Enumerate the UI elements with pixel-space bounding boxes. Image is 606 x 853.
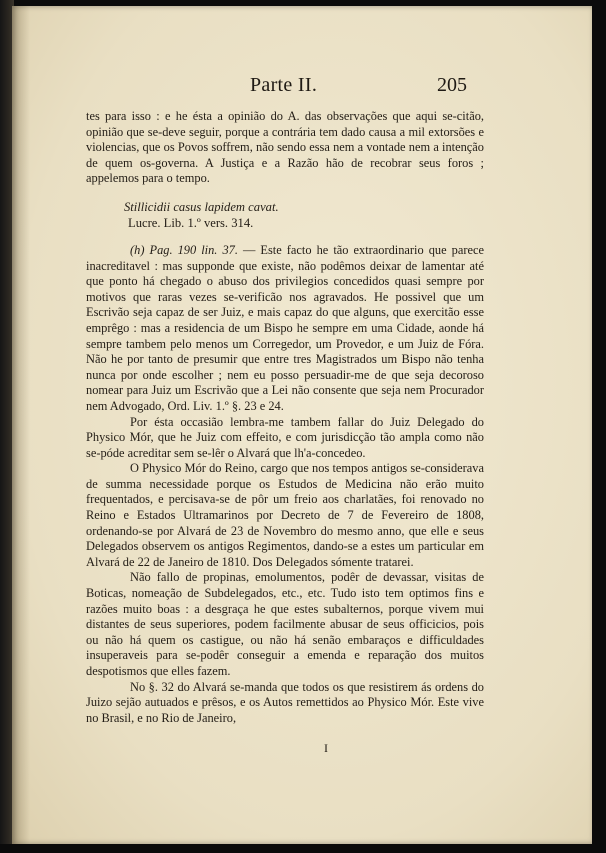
paragraph-physico-mor: O Physico Mór do Reino, cargo que nos tempos antigos se-considerava de summa necessidade porque os Estudos de Medicina não erão muito frequentados, e percisava-se de pôr um freio aos charlatães, foi renovado no Reino e Estados Ultramarinos por Decreto de 7 de Fevereiro de 1808, ordenando-se por Alvará de 23 de Novembro do mesmo anno, que elle e seus Delegados observem os antigos Regimentos, dando-se a estes um particular em Alvará de 22 de Janeiro de 1810. Dos Delegados sómente tratarei. bbox=[86, 461, 484, 569]
book-page bbox=[12, 6, 592, 844]
footnote-reference: Pag. 190 lin. 37. bbox=[149, 242, 238, 257]
running-title: Parte II. bbox=[250, 74, 318, 96]
epigraph bbox=[124, 199, 484, 231]
page-number: 205 bbox=[437, 74, 467, 96]
footnote-text: — Este facto he tão extraordinario que parece inacreditavel : mas supponde que existe, não podêmos deixar de lamentar até que ponto há chegado o abuso dos privilegios concedidos quasi sempre por motivos que raras vezes se-verificão nos agravados. He possivel que um Escrivão seja capaz de ser Juiz, e mais capaz do que alguns, que exercitão esse emprêgo : mas a residencia de um Bispo he sempre em uma Cidade, aonde há sempre tambem pelo menos um Corregedor, um Provedor, e um Juiz de Fóra. Não he por tanto de presumir que entre tres Magistrados um Bispo não tenha nunca por onde escolher ; nem eu posso persuadir-me de que seja decoroso nomear para Juiz um Escrivão que a Lei não consente que seja nem Procurador nem Advogado, Ord. Liv. 1.º §. 23 e 24. bbox=[86, 242, 484, 413]
epigraph-source: Lucre. Lib. 1.º vers. 314. bbox=[128, 215, 254, 230]
paragraph-propinas: Não fallo de propinas, emolumentos, podêr de devassar, visitas de Boticas, nomeação de Subdelegados, etc., etc. Tudo isto tem optimos fins e razões muito boas : a desgraça he que estes subalternos, porque vivem mui distantes de seus superiores, podem facilmente abusar de seus officicios, pois ou não há quem os castigue, ou não há senão embaraços e difficuldades insuperaveis para se-podêr conseguir a emenda e reparação dos muitos despotismos que elles fazem. bbox=[86, 570, 484, 678]
epigraph-verse: Stillicidii casus lapidem cavat. bbox=[124, 199, 279, 214]
paragraph-juiz-delegado: Por ésta occasião lembra-me tambem fallar do Juiz Delegado do Physico Mór, que he Juiz com effeito, e com jurisdicção tão ampla como não se-póde acreditar sem se-lêr o Alvará que lh'a-concedeo. bbox=[86, 414, 484, 460]
scan-bottom-edge bbox=[0, 844, 606, 853]
page-body bbox=[86, 109, 484, 726]
footnote-mark: (h) bbox=[130, 242, 145, 257]
paragraph-alvara: No §. 32 do Alvará se-manda que todos os que resistirem ás ordens do Juizo sejão autuados e prêsos, e os Autos remettidos ao Physico Mór. Este vive no Brasil, e no Rio de Janeiro, bbox=[86, 679, 484, 725]
paragraph-continuation: tes para isso : e he ésta a opinião do A. das observações que aqui se-citão, opinião que se-deve seguir, porque a contrária tem dado causa a mil extorsões e violencias, que os Povos soffrem, não sendo essa nem a vontade nem a intenção de quem os-governa. A Justiça e a Razão hão de recobrar seus foros ; appelemos para o tempo. bbox=[86, 109, 484, 186]
signature-mark: I bbox=[324, 741, 328, 755]
page-header bbox=[12, 74, 592, 100]
footnote-h bbox=[86, 243, 484, 415]
